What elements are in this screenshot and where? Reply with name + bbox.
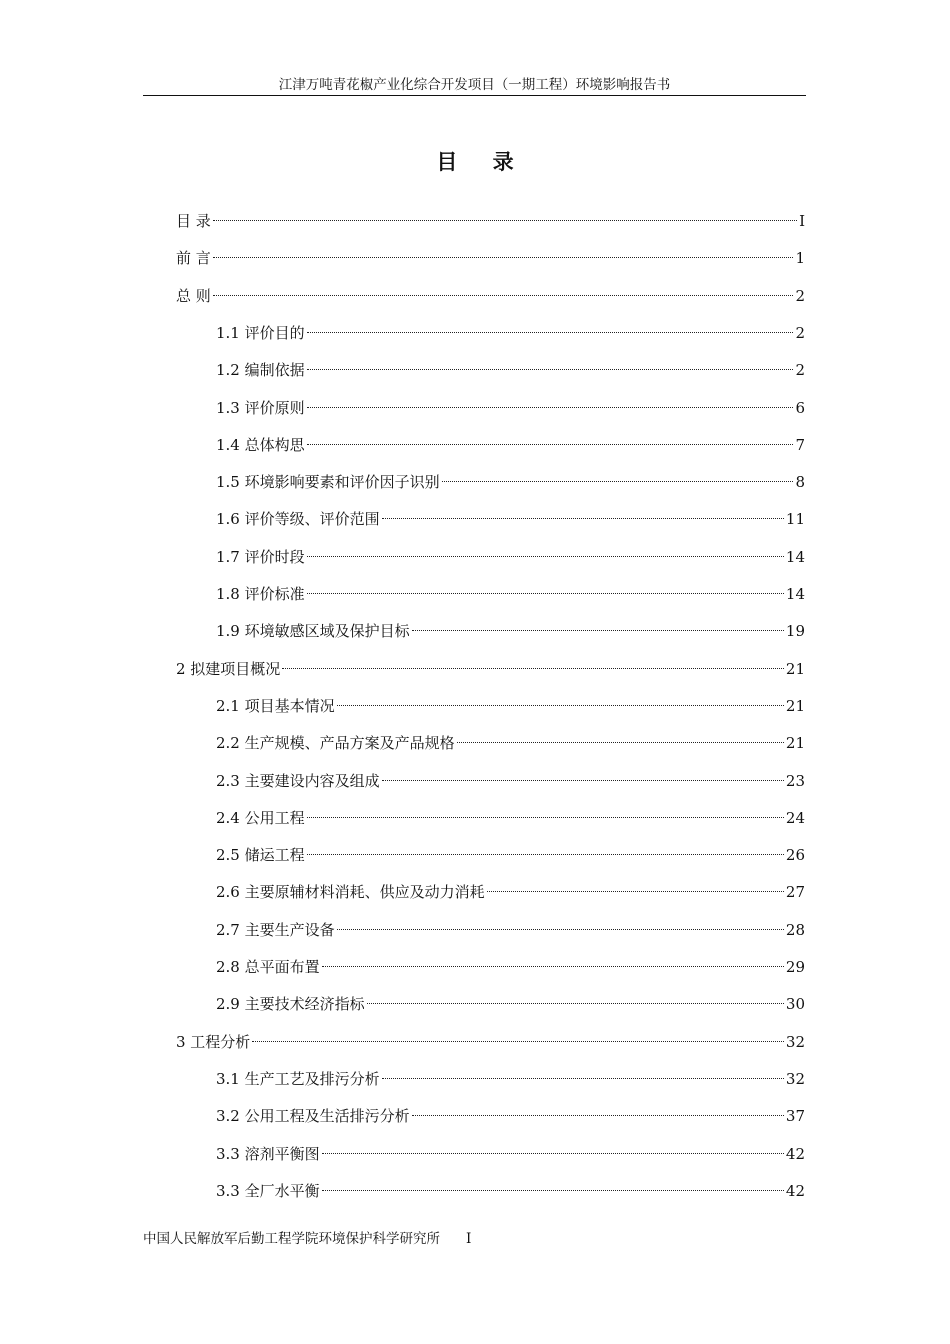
toc-entry-page: 1 [795, 249, 805, 267]
toc-entry-label: 2.1 项目基本情况 [216, 697, 335, 715]
toc-dot-leader [457, 742, 784, 743]
toc-entry-label: 1.5 环境影响要素和评价因子识别 [216, 473, 440, 491]
toc-entry[interactable] [216, 1067, 805, 1091]
toc-dot-leader [307, 817, 784, 818]
toc-dot-leader [367, 1003, 784, 1004]
toc-entry-page: 7 [795, 436, 805, 454]
toc-entry[interactable] [216, 470, 805, 494]
toc-dot-leader [382, 1078, 784, 1079]
toc-entry[interactable] [216, 396, 805, 420]
toc-dot-leader [282, 668, 784, 669]
toc-entry-label: 总 则 [176, 287, 211, 305]
toc-entry-page: 24 [785, 809, 805, 827]
page-footer [143, 1229, 471, 1249]
toc-entry[interactable] [216, 694, 805, 718]
page-header: 江津万吨青花椒产业化综合开发项目（一期工程）环境影响报告书 [143, 76, 806, 96]
toc-entry[interactable] [216, 918, 805, 942]
toc-entry[interactable] [176, 246, 805, 270]
toc-entry-label: 前 言 [176, 249, 211, 267]
toc-entry-page: 27 [785, 883, 805, 901]
toc-dot-leader [382, 518, 784, 519]
toc-entry-label: 2.2 生产规模、产品方案及产品规格 [216, 734, 455, 752]
toc-entry[interactable] [216, 582, 805, 606]
toc-entry-page: 2 [795, 324, 805, 342]
toc-entry-page: 14 [785, 585, 805, 603]
toc-entry-page: 29 [785, 958, 805, 976]
toc-dot-leader [412, 630, 784, 631]
toc-entry[interactable] [216, 358, 805, 382]
toc-dot-leader [307, 407, 794, 408]
toc-dot-leader [337, 929, 784, 930]
toc-entry-page: 2 [795, 287, 805, 305]
toc-entry-label: 2.5 储运工程 [216, 846, 305, 864]
toc-entry[interactable] [216, 955, 805, 979]
toc-entry-label: 3.2 公用工程及生活排污分析 [216, 1107, 410, 1125]
toc-entry-label: 1.2 编制依据 [216, 361, 305, 379]
toc-entry-label: 2.8 总平面布置 [216, 958, 320, 976]
footer-organization: 中国人民解放军后勤工程学院环境保护科学研究所 [143, 1231, 440, 1247]
toc-entry-page: 32 [785, 1070, 805, 1088]
toc-entry-page: 19 [785, 622, 805, 640]
toc-dot-leader [322, 1153, 784, 1154]
toc-entry-page: 21 [785, 660, 805, 678]
toc-dot-leader [307, 556, 784, 557]
toc-entry-label: 3.3 溶剂平衡图 [216, 1145, 320, 1163]
toc-entry-label: 2.9 主要技术经济指标 [216, 995, 365, 1013]
toc-dot-leader [213, 220, 797, 221]
toc-dot-leader [382, 780, 784, 781]
toc-entry-page: 32 [785, 1033, 805, 1051]
toc-entry-label: 1.3 评价原则 [216, 399, 305, 417]
toc-entry[interactable] [176, 209, 805, 233]
toc-entry-page: I [799, 212, 805, 230]
toc-entry-label: 2.6 主要原辅材料消耗、供应及动力消耗 [216, 883, 485, 901]
toc-dot-leader [442, 481, 794, 482]
toc-entry-page: 6 [795, 399, 805, 417]
toc-entry[interactable] [216, 1179, 805, 1203]
toc-dot-leader [307, 444, 794, 445]
toc-dot-leader [252, 1041, 784, 1042]
toc-entry[interactable] [216, 321, 805, 345]
toc-dot-leader [307, 854, 784, 855]
toc-entry-label: 1.6 评价等级、评价范围 [216, 510, 380, 528]
toc-entry-page: 26 [785, 846, 805, 864]
toc-entry[interactable] [216, 731, 805, 755]
toc-entry-label: 1.9 环境敏感区域及保护目标 [216, 622, 410, 640]
toc-entry[interactable] [216, 843, 805, 867]
toc-entry-label: 1.1 评价目的 [216, 324, 305, 342]
toc-dot-leader [487, 891, 784, 892]
toc-entry-label: 2.7 主要生产设备 [216, 921, 335, 939]
toc-entry-label: 3.1 生产工艺及排污分析 [216, 1070, 380, 1088]
toc-entry-page: 14 [785, 548, 805, 566]
toc-dot-leader [307, 593, 784, 594]
toc-entry[interactable] [216, 433, 805, 457]
toc-entry-label: 3 工程分析 [176, 1033, 251, 1051]
footer-page-number: I [466, 1231, 472, 1247]
toc-entry[interactable] [216, 507, 805, 531]
toc-entry-page: 42 [785, 1145, 805, 1163]
toc-entry[interactable] [176, 284, 805, 308]
toc-entry-label: 2.4 公用工程 [216, 809, 305, 827]
toc-entry[interactable] [216, 619, 805, 643]
toc-entry-page: 8 [795, 473, 805, 491]
toc-entry[interactable] [216, 806, 805, 830]
toc-entry-page: 21 [785, 734, 805, 752]
toc-title: 目 录 [436, 149, 528, 174]
toc-entry-label: 1.8 评价标准 [216, 585, 305, 603]
toc-entry-page: 30 [785, 995, 805, 1013]
toc-entry-page: 21 [785, 697, 805, 715]
toc-entry-page: 2 [795, 361, 805, 379]
toc-dot-leader [412, 1115, 784, 1116]
toc-entry-label: 1.4 总体构思 [216, 436, 305, 454]
toc-entry[interactable] [216, 880, 805, 904]
toc-entry-page: 23 [785, 772, 805, 790]
toc-entry[interactable] [216, 1142, 805, 1166]
toc-entry-label: 2 拟建项目概况 [176, 660, 281, 678]
toc-entry-page: 37 [785, 1107, 805, 1125]
toc-dot-leader [213, 295, 794, 296]
toc-entry-page: 11 [785, 510, 805, 528]
toc-entry[interactable] [176, 657, 805, 681]
toc-dot-leader [307, 332, 794, 333]
toc-entry[interactable] [216, 545, 805, 569]
toc-dot-leader [322, 1190, 784, 1191]
toc-entry-label: 2.3 主要建设内容及组成 [216, 772, 380, 790]
toc-dot-leader [322, 966, 784, 967]
toc-entry[interactable] [176, 1030, 805, 1054]
toc-entry-label: 3.3 全厂水平衡 [216, 1182, 320, 1200]
toc-entry[interactable] [216, 769, 805, 793]
toc-entry-page: 28 [785, 921, 805, 939]
toc-entry-label: 目 录 [176, 212, 211, 230]
toc-dot-leader [307, 369, 794, 370]
toc-entry-page: 42 [785, 1182, 805, 1200]
toc-dot-leader [213, 257, 794, 258]
toc-entry-label: 1.7 评价时段 [216, 548, 305, 566]
toc-dot-leader [337, 705, 784, 706]
toc-entry[interactable] [216, 992, 805, 1016]
toc-entry[interactable] [216, 1104, 805, 1128]
